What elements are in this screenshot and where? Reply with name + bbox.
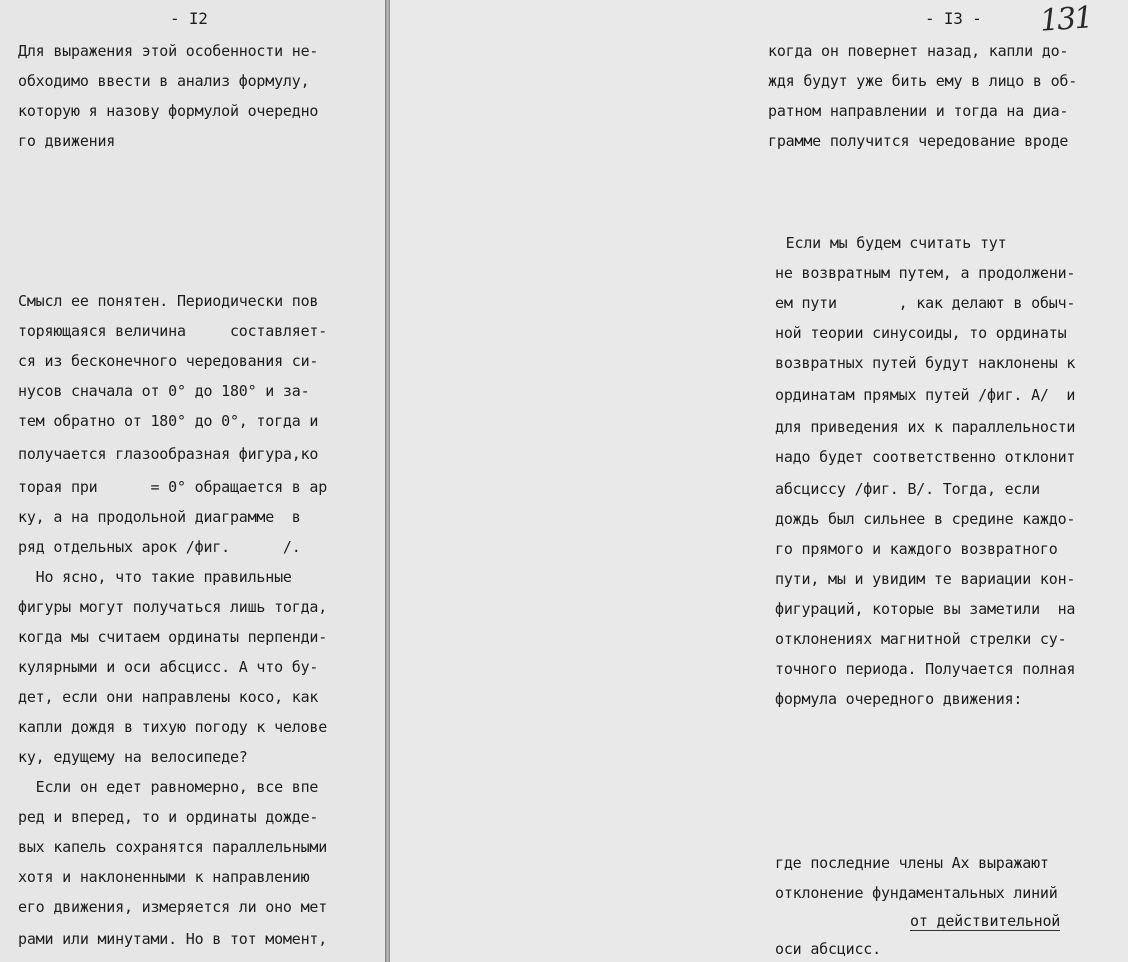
left-page	[0, 0, 385, 962]
text-line: ем пути , как делают в обыч-	[775, 294, 1076, 312]
text-line: капли дождя в тихую погоду к челове	[18, 718, 328, 736]
text-line: ку, едущему на велосипеде?	[18, 748, 248, 766]
text-line: надо будет соответственно отклонит	[775, 448, 1076, 466]
text-line: ждя будут уже бить ему в лицо в об-	[768, 72, 1078, 90]
text-line: го прямого и каждого возвратного	[775, 540, 1058, 558]
text-line: точного периода. Получается полная	[775, 660, 1076, 678]
text-line: возвратных путей будут наклонены к	[775, 354, 1076, 372]
page-number-left: - I2	[170, 9, 208, 28]
text-line: ся из бесконечного чередования си-	[18, 352, 319, 370]
text-line: когда мы считаем ординаты перпенди-	[18, 628, 328, 646]
text-line: отклонение фундаментальных линий	[775, 884, 1058, 902]
text-line: получается глазообразная фигура,ко	[18, 445, 319, 463]
text-line: ратном направлении и тогда на диа-	[768, 102, 1069, 120]
text-line: от действительной	[910, 912, 1061, 930]
text-line: го движения	[18, 132, 116, 150]
text-line: кулярными и оси абсцисс. А что бу-	[18, 658, 319, 676]
text-line: дет, если они направлены косо, как	[18, 688, 319, 706]
text-line: Но ясно, что такие правильные	[18, 568, 292, 586]
text-line: отклонениях магнитной стрелки су-	[775, 630, 1067, 648]
text-line: не возвратным путем, а продолжени-	[775, 264, 1076, 282]
text-line: Если мы будем считать тут	[768, 234, 1007, 252]
text-line: фигураций, которые вы заметили на	[775, 600, 1076, 618]
text-line: ку, а на продольной диаграмме в	[18, 508, 301, 526]
text-line: формула очередного движения:	[775, 690, 1023, 708]
text-line: оси абсцисс.	[775, 940, 881, 958]
archive-number-mark: 131	[1038, 0, 1093, 39]
text-line: ной теории синусоиды, то ординаты	[775, 324, 1067, 342]
text-line: фигуры могут получаться лишь тогда,	[18, 598, 328, 616]
text-line: рами или минутами. Но в тот момент,	[18, 930, 328, 948]
text-line: для приведения их к параллельности	[775, 418, 1076, 436]
text-line: нусов сначала от 0° до 180° и за-	[18, 382, 310, 400]
text-line: хотя и наклоненными к направлению	[18, 868, 310, 886]
text-line: Для выражения этой особенности не-	[18, 42, 319, 60]
text-line: пути, мы и увидим те вариации кон-	[775, 570, 1076, 588]
text-line: торяющаяся величина составляет-	[18, 322, 328, 340]
text-line: ред и вперед, то и ординаты дожде-	[18, 808, 319, 826]
text-line: его движения, измеряется ли оно мет	[18, 898, 328, 916]
text-line: ординатам прямых путей /фиг. А/ и	[775, 386, 1076, 404]
text-line: вых капель сохранятся параллельными	[18, 838, 328, 856]
right-page	[390, 0, 1128, 962]
text-line: обходимо ввести в анализ формулу,	[18, 72, 310, 90]
text-line: где последние члены Ax выражают	[775, 854, 1049, 872]
text-line: Смысл ее понятен. Периодически пов	[18, 292, 319, 310]
text-line: ряд отдельных арок /фиг. /.	[18, 538, 301, 556]
text-line: грамме получится чередование вроде	[768, 132, 1069, 150]
text-line: которую я назову формулой очередно	[18, 102, 319, 120]
text-line: торая при = 0° обращается в ар	[18, 478, 328, 496]
text-line: дождь был сильнее в средине каждо-	[775, 510, 1076, 528]
page-number-right: - I3 -	[925, 9, 982, 28]
text-line: тем обратно от 180° до 0°, тогда и	[18, 412, 319, 430]
text-line: Если он едет равномерно, все впе	[18, 778, 319, 796]
text-line: когда он повернет назад, капли до-	[768, 42, 1069, 60]
text-line: абсциссу /фиг. В/. Тогда, если	[775, 480, 1040, 498]
